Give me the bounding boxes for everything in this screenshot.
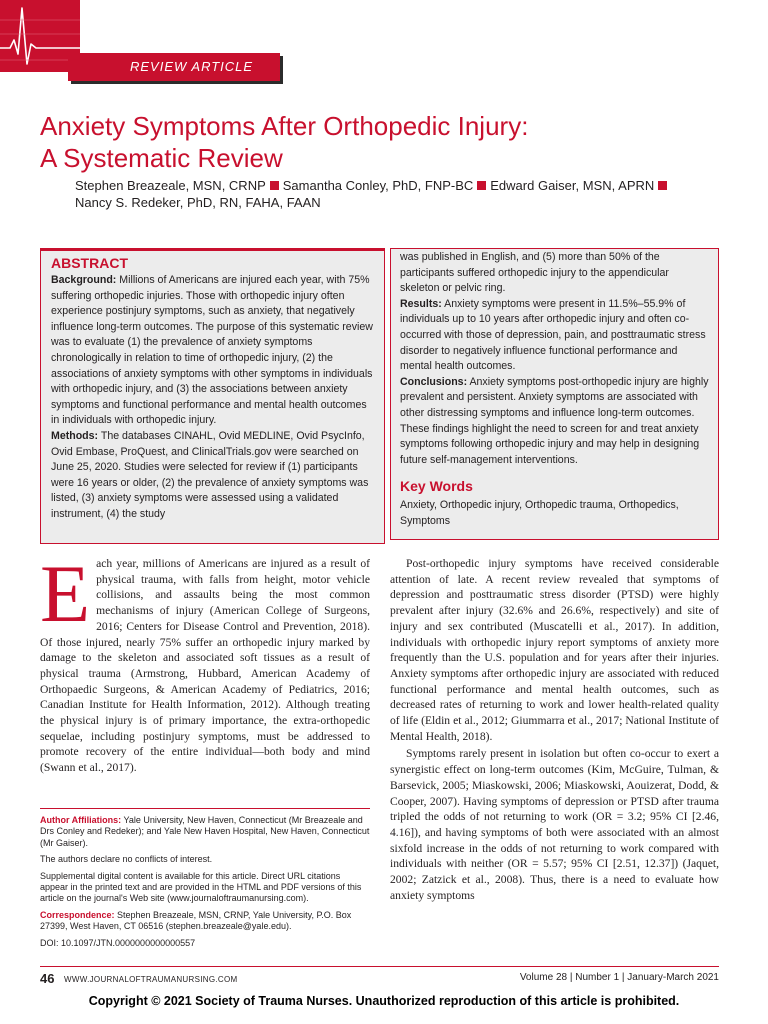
page-number: 46 (40, 971, 55, 986)
affiliations-text: Yale University, New Haven, Connecticut (Mr Breazeale and Drs Conley and Redeker); and Yale New Haven Hospital, New Haven, Connecticut (Mr Gaiser). (40, 815, 370, 848)
intro-paragraph (40, 548, 370, 776)
journal-url: WWW.JOURNALOFTRAUMANURSING.COM (64, 975, 238, 984)
affiliations-divider (40, 808, 370, 809)
abstract-box-left (40, 248, 385, 544)
section-label-band (68, 53, 280, 81)
author-separator (270, 181, 279, 190)
background-text: Millions of Americans are injured each year, with 75% suffering orthopedic injuries. Those with orthopedic injury often experience postinjury symptoms, such as anxiety, that negatively influence long-term outcomes. The purpose of this systematic review was to evaluate (1) the prevalence of anxiety symptoms chronologically in relation to time of orthopedic injury, (2) the associations of anxiety symptoms with other symptoms in individuals with orthopedic injury, and (3) the associations between anxiety symptoms and functional performance and mental health outcomes in individuals with orthopedic injury. (51, 274, 373, 427)
author-affiliations (40, 815, 370, 849)
conflicts-statement: The authors declare no conflicts of interest. (40, 854, 213, 865)
author-separator (658, 181, 667, 190)
abstract-results (400, 297, 710, 375)
keywords-text: Anxiety, Orthopedic injury, Orthopedic trauma, Orthopedics, Symptoms (400, 499, 679, 527)
abstract-methods (51, 429, 376, 523)
abstract-heading: ABSTRACT (51, 255, 128, 271)
conclusions-text: Anxiety symptoms post-orthopedic injury are highly prevalent and persistent. Anxiety symptoms are associated with other distressing symptoms and influence long-term outcomes. These findings highlight the need to screen for and treat anxiety symptoms following orthopedic injury and may help in designing future self-management interventions. (400, 375, 709, 466)
intro-text: ach year, millions of Americans are injured as a result of physical trauma, with falls from height, motor vehicle collisions, and assaults being the most common mechanisms of injury (American College of Surgeons, 2016; Centers for Disease Control and Prevention, 2018). Of those injured, nearly 75% suffer an orthopedic injury marked by damage to the skeleton and associated soft tissues as a result of physical trauma (Armstrong, Hubbard, American Academy of Orthopaedic Surgeons, & American Academy of Pediatrics, 2016; Canadian Institute for Health Information, 2012). Although treating the physical injury is of primary importance, the extra-orthopedic sequelae, including postinjury symptoms, must be addressed to promote recovery of the entire individual—both body and mind (Swann et al., 2017). (40, 557, 370, 775)
body-paragraph: Symptoms rarely present in isolation but often co-occur to exert a synergistic effect on long-term outcomes (Kim, McGuire, Tulman, & Barsevick, 2005; Miaskowski, 2006; Miaskowski, Aouizerat, Dodd, & Cooper, 2007). Having symptoms of depression or PTSD after trauma tripled the odds of not returning to work (OR = 3.2; 95% CI [2.46, 4.16]), and having symptoms of both were associated with an almost sixfold increase in the odds of not returning to work compared with individuals with neither (OR = 5.57; 95% CI [2.51, 12.37]) (Jaquet, 2002; Zatzick et al., 2008). Thus, there is a need to evaluate how anxiety symptoms (390, 747, 719, 902)
body-paragraph: Post-orthopedic injury symptoms have received considerable attention of late. A recent review revealed that symptoms of depression and posttraumatic stress disorder (PTSD) were highly prevalent after injury (32.6% and 26.6%, respectively) and site of injury and sex contributed (Muscatelli et al., 2017). In addition, individuals with orthopedic injury report symptoms of anxiety more frequently than the U.S. population and for years after their injuries. Anxiety symptoms after orthopedic injury are associated with reduced functional performance and mental health outcomes, such as decreased rates of returning to work and lower health-related quality of life (Eldin et al., 2012; Giummarra et al., 2017; National Institute of Mental Health, 2018). (390, 557, 719, 743)
copyright-notice: Copyright © 2021 Society of Trauma Nurses. Unauthorized reproduction of this article is prohibited. (88, 994, 680, 1008)
volume-info: Volume 28 | Number 1 | January-March 2021 (519, 972, 719, 983)
doi: DOI: 10.1097/JTN.0000000000000557 (40, 937, 196, 948)
correspondence (40, 910, 370, 933)
abstract-box-right (390, 248, 719, 540)
methods-continued: was published in English, and (5) more than 50% of the participants suffered orthopedic injury to the appendicular skeleton or pelvic ring. (400, 251, 669, 295)
body-column-right (390, 556, 719, 905)
conclusions-label: Conclusions: (400, 375, 468, 388)
correspondence-text: Stephen Breazeale, MSN, CRNP, Yale University, P.O. Box 27399, West Haven, CT 06516 (stephen.breazeale@yale.edu). (40, 909, 352, 932)
author-separator (477, 181, 486, 190)
methods-label: Methods: (51, 429, 99, 442)
body-column-left (40, 548, 370, 778)
section-label: REVIEW ARTICLE (130, 59, 254, 74)
keywords-heading: Key Words (400, 478, 473, 495)
title-line-1: Anxiety Symptoms After Orthopedic Injury: (40, 111, 529, 141)
author-name: Edward Gaiser, MSN, APRN (490, 178, 655, 193)
abstract-background (51, 273, 376, 429)
methods-text: The databases CINAHL, Ovid MEDLINE, Ovid PsycInfo, Ovid Embase, ProQuest, and ClinicalTrials.gov were searched on June 25, 2020. Studies were selected for review if (1) participants were 16 years or older, (2) the prevalence of anxiety symptoms was listed, (3) anxiety symptoms were assessed using a validated instrument, (4) the study (51, 429, 369, 520)
supplemental-note: Supplemental digital content is available for this article. Direct URL citations appear in the printed text and are provided in the HTML and PDF versions of this article on the journal's Web site (www.journaloftraumanursing.com). (40, 870, 362, 904)
author-list (75, 177, 715, 211)
author-name: Stephen Breazeale, MSN, CRNP (75, 178, 266, 193)
affiliations-label: Author Affiliations: (40, 815, 122, 825)
abstract-conclusions (400, 375, 710, 469)
results-text: Anxiety symptoms were present in 11.5%–55.9% of individuals up to 10 years after orthopedic injury and often co-occurred with those of depression, pain, and posttraumatic stress disorder to negatively influence functional performance and mental health outcomes. (400, 297, 706, 373)
title-line-2: A Systematic Review (40, 143, 283, 173)
author-name: Samantha Conley, PhD, FNP-BC (282, 178, 474, 193)
article-title (40, 110, 680, 174)
author-name: Nancy S. Redeker, PhD, RN, FAHA, FAAN (75, 195, 321, 210)
results-label: Results: (400, 297, 442, 310)
correspondence-label: Correspondence: (40, 909, 115, 920)
background-label: Background: (51, 274, 117, 286)
drop-cap: E (40, 548, 91, 639)
affiliations-block (40, 815, 370, 954)
footer-divider (40, 966, 719, 967)
